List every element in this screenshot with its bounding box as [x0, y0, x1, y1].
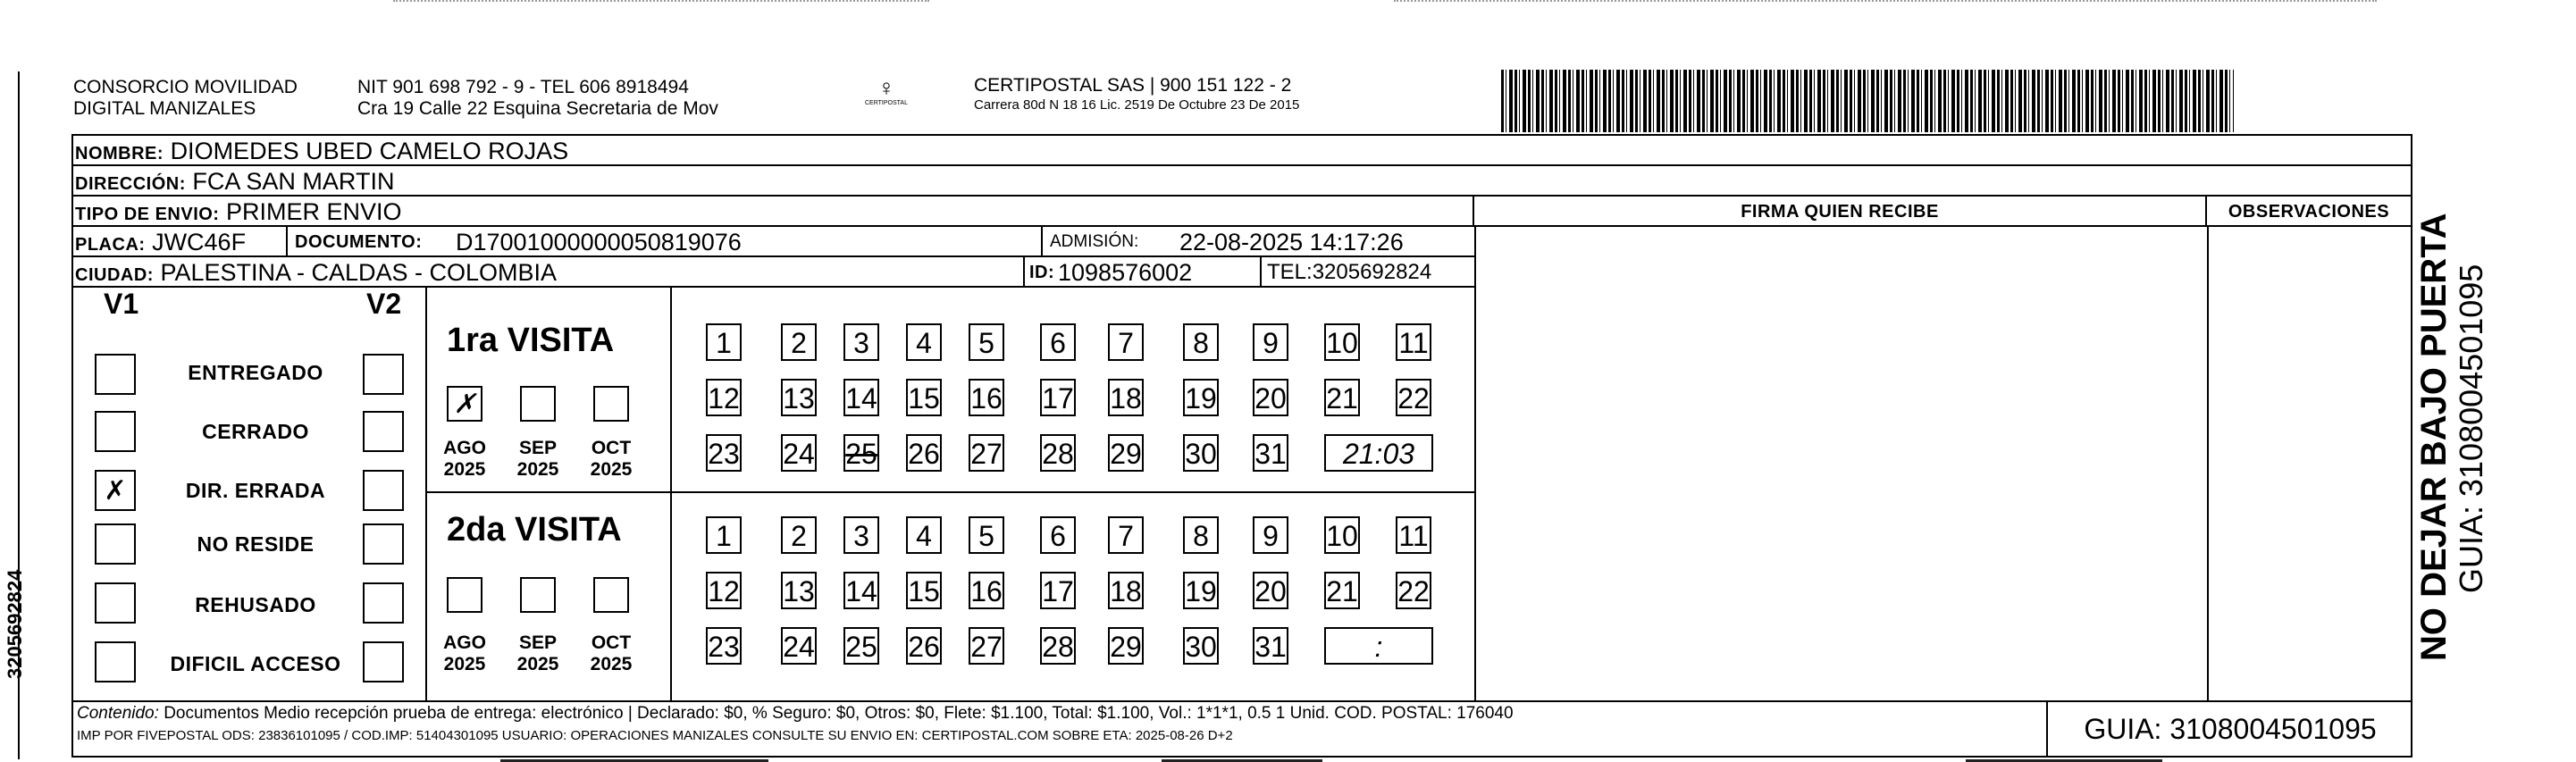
left-phone: 3205692824: [4, 569, 26, 679]
second-visit-day-23[interactable]: 23: [706, 627, 742, 665]
second-month-ago-label: AGO 2025: [443, 632, 486, 674]
tel-field: TEL:3205692824: [1267, 260, 1432, 284]
second-month-oct-label: OCT 2025: [590, 632, 633, 674]
contenido-line: Contenido: Documentos Medio recepción prueba de entrega: electrónico | Declarado: $0, % Seguro: $0, Otros: $0, Flete: $1.100, Total: $1.100, Vol.: 1*1*1, 0.5 1 Unid. COD. POSTAL: 176040: [77, 704, 1514, 723]
firma-area[interactable]: [1474, 227, 2207, 700]
first-visit-day-21[interactable]: 21: [1324, 379, 1360, 416]
first-visit-day-25[interactable]: 25: [843, 434, 879, 472]
id-value: 1098576002: [1058, 259, 1193, 286]
first-visit-day-28[interactable]: 28: [1040, 434, 1076, 472]
v2-checkbox-entregado[interactable]: [363, 354, 404, 395]
first-visit-day-7[interactable]: 7: [1108, 323, 1144, 361]
status-entregado: ENTREGADO: [188, 361, 323, 384]
v2-checkbox-dificil-acceso[interactable]: [363, 641, 404, 682]
second-visit-title: 2da VISITA: [447, 511, 622, 548]
no-dejar-bajo-puerta: NO DEJAR BAJO PUERTA: [2414, 213, 2454, 661]
status-dir-errada: DIR. ERRADA: [185, 479, 326, 502]
courier-logo: ♀ CERTIPOSTAL: [860, 75, 913, 106]
first-visit-day-12[interactable]: 12: [706, 379, 742, 416]
v1-checkbox-rehusado[interactable]: [95, 582, 136, 624]
first-visit-day-6[interactable]: 6: [1040, 323, 1076, 361]
second-visit-day-1[interactable]: 1: [706, 516, 742, 554]
first-visit-day-19[interactable]: 19: [1183, 379, 1219, 416]
observaciones-header: OBSERVACIONES: [2207, 197, 2411, 227]
second-visit-day-27[interactable]: 27: [969, 627, 1004, 665]
row-ciudad: CIUDAD: PALESTINA - CALDAS - COLOMBIA ID: 1098576002 TEL:3205692824: [71, 257, 1474, 288]
v2-checkbox-dir-errada[interactable]: [363, 470, 404, 511]
first-visit-day-4[interactable]: 4: [906, 323, 942, 361]
second-visit-day-7[interactable]: 7: [1108, 516, 1144, 554]
observaciones-area[interactable]: [2209, 227, 2411, 700]
first-visit-day-31[interactable]: 31: [1253, 434, 1288, 472]
second-visit-day-14[interactable]: 14: [843, 572, 879, 609]
first-visit-day-16[interactable]: 16: [969, 379, 1004, 416]
second-visit-day-9[interactable]: 9: [1253, 516, 1288, 554]
second-month-sep-label: SEP 2025: [516, 632, 559, 674]
tipo-value: PRIMER ENVIO: [225, 198, 402, 225]
second-visit-day-28[interactable]: 28: [1040, 627, 1076, 665]
first-month-oct-label: OCT 2025: [590, 438, 633, 480]
row-direccion: DIRECCIÓN: FCA SAN MARTIN: [71, 166, 2411, 197]
first-visit-day-5[interactable]: 5: [969, 323, 1004, 361]
second-visit-day-25[interactable]: 25: [843, 627, 879, 665]
direccion-value: FCA SAN MARTIN: [192, 168, 395, 195]
first-month-sep-checkbox[interactable]: [520, 386, 556, 422]
second-visit-day-31[interactable]: 31: [1253, 627, 1288, 665]
company-nit: NIT 901 698 792 - 9 - TEL 606 8918494 Cra 19 Calle 22 Esquina Secretaria de Mov: [357, 77, 718, 119]
first-month-sep-label: SEP 2025: [516, 438, 559, 480]
second-visit-day-17[interactable]: 17: [1040, 572, 1076, 609]
v1-checkbox-no-reside[interactable]: [95, 523, 136, 565]
first-visit-day-18[interactable]: 18: [1108, 379, 1144, 416]
first-visit-day-20[interactable]: 20: [1253, 379, 1288, 416]
status-dificil-acceso: DIFICIL ACCESO: [170, 652, 341, 675]
first-visit-day-26[interactable]: 26: [906, 434, 942, 472]
placa-value: JWC46F: [152, 229, 247, 255]
courier-info: CERTIPOSTAL SAS | 900 151 122 - 2 Carrera 80d N 18 16 Lic. 2519 De Octubre 23 De 2015: [974, 75, 1300, 113]
v2-checkbox-no-reside[interactable]: [363, 523, 404, 565]
footer-guia: GUIA: 3108004501095: [2046, 700, 2412, 758]
second-visit-day-8[interactable]: 8: [1183, 516, 1219, 554]
status-no-reside: NO RESIDE: [197, 532, 315, 556]
second-visit-day-11[interactable]: 11: [1396, 516, 1431, 554]
first-visit-day-23[interactable]: 23: [706, 434, 742, 472]
first-visit-day-30[interactable]: 30: [1183, 434, 1219, 472]
first-visit-day-29[interactable]: 29: [1108, 434, 1144, 472]
v1-checkbox-dir-errada[interactable]: ✗: [95, 470, 136, 511]
v1-header: V1: [104, 288, 139, 320]
second-visit-day-6[interactable]: 6: [1040, 516, 1076, 554]
second-visit-day-18[interactable]: 18: [1108, 572, 1144, 609]
tear-line: [1394, 0, 2377, 4]
second-visit-day-5[interactable]: 5: [969, 516, 1004, 554]
v2-checkbox-cerrado[interactable]: [363, 411, 404, 452]
second-visit-day-26[interactable]: 26: [906, 627, 942, 665]
second-month-ago-checkbox[interactable]: [447, 577, 482, 613]
v1-checkbox-dificil-acceso[interactable]: [95, 641, 136, 682]
row-nombre: NOMBRE: DIOMEDES UBED CAMELO ROJAS: [71, 136, 2411, 166]
days-divider: [670, 288, 672, 700]
company-name: CONSORCIO MOVILIDAD DIGITAL MANIZALES: [73, 77, 298, 119]
first-month-ago-checkbox[interactable]: ✗: [447, 386, 482, 422]
first-visit-day-11[interactable]: 11: [1396, 323, 1431, 361]
second-visit-day-2[interactable]: 2: [781, 516, 817, 554]
status-cerrado: CERRADO: [202, 420, 309, 443]
first-visit-day-27[interactable]: 27: [969, 434, 1004, 472]
first-visit-day-10[interactable]: 10: [1324, 323, 1360, 361]
first-visit-day-9[interactable]: 9: [1253, 323, 1288, 361]
logo-icon: ♀: [877, 74, 895, 101]
second-visit-time-box[interactable]: :: [1324, 627, 1433, 665]
first-visit-day-13[interactable]: 13: [781, 379, 817, 416]
first-visit-day-1[interactable]: 1: [706, 323, 742, 361]
first-visit-day-14[interactable]: 14: [843, 379, 879, 416]
second-visit-day-12[interactable]: 12: [706, 572, 742, 609]
first-month-oct-checkbox[interactable]: [593, 386, 629, 422]
documento-value: D17001000000050819076: [456, 229, 742, 255]
first-visit-day-22[interactable]: 22: [1396, 379, 1431, 416]
second-visit-day-13[interactable]: 13: [781, 572, 817, 609]
first-visit-time-box[interactable]: 21:03: [1324, 434, 1433, 472]
second-month-oct-checkbox[interactable]: [593, 577, 629, 613]
second-visit-day-10[interactable]: 10: [1324, 516, 1360, 554]
second-visit-day-29[interactable]: 29: [1108, 627, 1144, 665]
tear-line: [393, 0, 929, 4]
first-visit-day-8[interactable]: 8: [1183, 323, 1219, 361]
second-visit-day-21[interactable]: 21: [1324, 572, 1360, 609]
first-visit-day-24[interactable]: 24: [781, 434, 817, 472]
second-visit-day-4[interactable]: 4: [906, 516, 942, 554]
v2-header: V2: [366, 288, 402, 320]
v2-checkbox-rehusado[interactable]: [363, 582, 404, 624]
firma-header: FIRMA QUIEN RECIBE: [1474, 197, 2207, 227]
visit-separator: [425, 491, 1474, 493]
first-visit-day-3[interactable]: 3: [843, 323, 879, 361]
nombre-value: DIOMEDES UBED CAMELO ROJAS: [170, 138, 569, 164]
first-visit-title: 1ra VISITA: [447, 322, 615, 359]
v1-checkbox-cerrado[interactable]: [95, 411, 136, 452]
second-visit-day-15[interactable]: 15: [906, 572, 942, 609]
first-visit-day-17[interactable]: 17: [1040, 379, 1076, 416]
row-tipo-envio: TIPO DE ENVIO: PRIMER ENVIO: [71, 197, 1474, 227]
second-visit-day-3[interactable]: 3: [843, 516, 879, 554]
second-visit-day-20[interactable]: 20: [1253, 572, 1288, 609]
second-visit-day-22[interactable]: 22: [1396, 572, 1431, 609]
second-visit-day-24[interactable]: 24: [781, 627, 817, 665]
side-guia: GUIA: 3108004501095: [2453, 264, 2489, 593]
barcode: [1501, 70, 2234, 132]
row-placa: PLACA: JWC46F DOCUMENTO: D17001000000050819076 ADMISIÓN: 22-08-2025 14:17:26: [71, 227, 1474, 257]
v1-checkbox-entregado[interactable]: [95, 354, 136, 395]
second-visit-day-30[interactable]: 30: [1183, 627, 1219, 665]
imp-line: IMP POR FIVEPOSTAL ODS: 23836101095 / COD.IMP: 51404301095 USUARIO: OPERACIONES MANIZALES CONSULTE SU ENVIO EN: CERTIPOSTAL.COM SOBRE ETA: 2025-08-26 D+2: [77, 728, 1233, 743]
first-visit-day-2[interactable]: 2: [781, 323, 817, 361]
second-month-sep-checkbox[interactable]: [520, 577, 556, 613]
second-visit-day-16[interactable]: 16: [969, 572, 1004, 609]
status-rehusado: REHUSADO: [195, 593, 316, 616]
admision-value: 22-08-2025 14:17:26: [1179, 229, 1404, 255]
first-visit-day-15[interactable]: 15: [906, 379, 942, 416]
first-month-ago-label: AGO 2025: [443, 438, 486, 480]
second-visit-day-19[interactable]: 19: [1183, 572, 1219, 609]
visits-divider: [425, 288, 427, 700]
ciudad-value: PALESTINA - CALDAS - COLOMBIA: [160, 259, 558, 286]
